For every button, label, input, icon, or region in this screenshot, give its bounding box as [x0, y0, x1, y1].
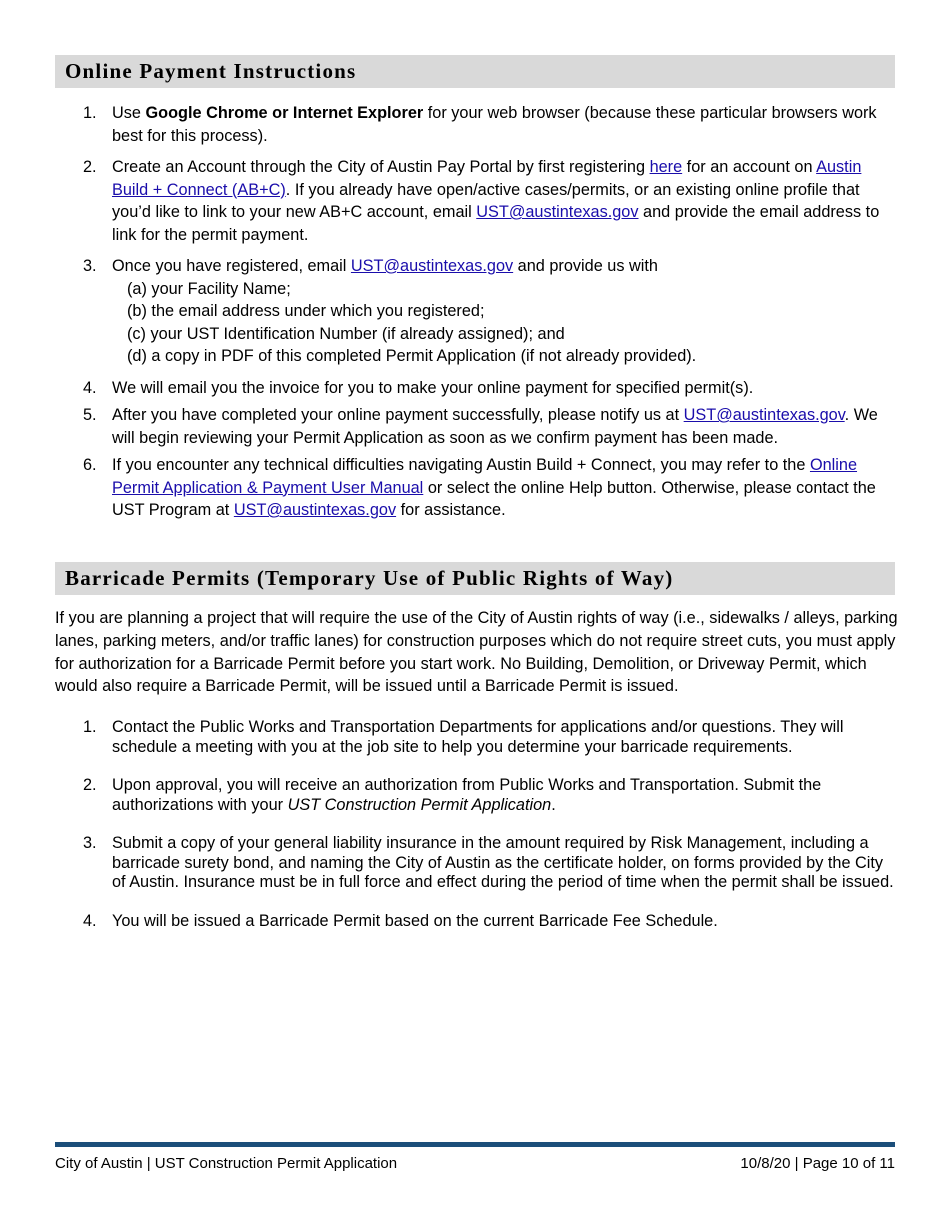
item-text: Once you have registered, email — [112, 257, 351, 275]
item-text: for your web browser (because these particular browsers work best for this process). — [112, 104, 877, 145]
item-bold-text: Google Chrome or Internet Explorer — [145, 104, 424, 122]
item-number: 5. — [83, 406, 97, 424]
item-italic-text: UST Construction Permit Application — [287, 795, 552, 814]
ust-email-link[interactable]: UST@austintexas.gov — [476, 203, 639, 221]
footer-rule — [55, 1142, 895, 1147]
ust-email-link[interactable]: UST@austintexas.gov — [233, 501, 397, 519]
item-text: Create an Account through the City of Austin Pay Portal by first registering — [112, 158, 650, 176]
here-link[interactable]: here — [649, 158, 683, 176]
item-text: We will email you the invoice for you to make your online payment for specified permit(s). — [112, 378, 754, 397]
section-header-barricade-permits — [55, 562, 895, 595]
list-item — [55, 255, 895, 368]
item-text: . If you already have open/active cases/permits, or an existing online profile that you’d like to link to your new AB+C account, email — [112, 180, 860, 221]
list-item — [55, 404, 895, 449]
item-text: Upon approval, you will receive an authorization from Public Works and Transportation. Submit the authorizations with your — [112, 776, 822, 814]
item-number: 1. — [83, 104, 97, 122]
item-text: Contact the Public Works and Transportation Departments for applications and/or questions. They will schedule a meeting with you at the job site to help you determine your barricade requirements. — [112, 718, 844, 756]
sub-item: (b) the email address under which you registered; — [127, 302, 485, 320]
payment-instructions-list — [55, 102, 895, 531]
section-title: Barricade Permits (Temporary Use of Public Rights of Way) — [65, 566, 674, 590]
user-manual-link[interactable]: Online Permit Application & Payment User Manual — [112, 456, 858, 497]
list-item — [55, 102, 895, 147]
austin-build-connect-link[interactable]: Austin Build + Connect (AB+C) — [112, 158, 862, 199]
item-text: After you have completed your online payment successfully, please notify us at — [112, 406, 684, 424]
sub-item: (a) your Facility Name; — [127, 279, 291, 298]
item-number: 3. — [83, 834, 97, 852]
item-text: Submit a copy of your general liability insurance in the amount required by Risk Management, including a barricade surety bond, and naming the City of Austin as the certificate holder, on forms provided by the City of Austin. Insurance must be in full force and effect during the period of time when the permit shall be issued. — [112, 834, 894, 891]
item-text: or select the online Help button. Otherwise, please contact the UST Program at — [112, 478, 876, 519]
footer-document-title: City of Austin | UST Construction Permit Application — [55, 1155, 398, 1172]
sub-item: (d) a copy in PDF of this completed Permit Application (if not already provided). — [127, 347, 697, 365]
item-text: . — [551, 795, 556, 814]
list-item — [55, 377, 895, 400]
list-item — [55, 156, 895, 246]
item-number: 1. — [83, 718, 97, 736]
section-title: Online Payment Instructions — [65, 59, 357, 83]
list-item — [55, 776, 895, 815]
footer-page-info: 10/8/20 | Page 10 of 11 — [740, 1155, 895, 1172]
item-number: 2. — [83, 158, 97, 176]
barricade-steps-list — [55, 718, 895, 950]
ust-email-link[interactable]: UST@austintexas.gov — [350, 257, 514, 275]
item-text: You will be issued a Barricade Permit based on the current Barricade Fee Schedule. — [112, 911, 718, 930]
item-number: 6. — [83, 456, 97, 474]
item-text: for an account on — [682, 158, 817, 176]
item-text: If you encounter any technical difficulties navigating Austin Build + Connect, you may refer to the — [112, 456, 810, 474]
barricade-intro-paragraph: If you are planning a project that will require the use of the City of Austin rights of way (i.e., sidewalks / alleys, parking lanes, parking meters, and/or traffic lanes) for construction purposes which do not require street cuts, you must apply for authorization for a Barricade Permit before you start work. No Building, Demolition, or Driveway Permit, which would also require a Barricade Permit, will be issued until a Barricade Permit is issued. — [55, 609, 898, 696]
item-text: and provide the email address to link for the permit payment. — [112, 203, 880, 244]
list-item — [55, 912, 895, 932]
item-text: for assistance. — [396, 501, 506, 519]
item-text: and provide us with — [513, 257, 658, 275]
item-number: 3. — [83, 257, 97, 275]
list-item — [55, 834, 895, 893]
item-number: 4. — [83, 378, 97, 397]
section-header-online-payment — [55, 55, 895, 88]
list-item — [55, 718, 895, 757]
item-number: 2. — [83, 776, 97, 794]
item-number: 4. — [83, 911, 97, 930]
ust-email-link[interactable]: UST@austintexas.gov — [683, 406, 845, 424]
item-text: Use — [112, 104, 146, 122]
item-text: . We will begin reviewing your Permit Application as soon as we confirm payment has been made. — [112, 406, 878, 447]
sub-item: (c) your UST Identification Number (if already assigned); and — [127, 324, 565, 343]
list-item — [55, 454, 895, 522]
